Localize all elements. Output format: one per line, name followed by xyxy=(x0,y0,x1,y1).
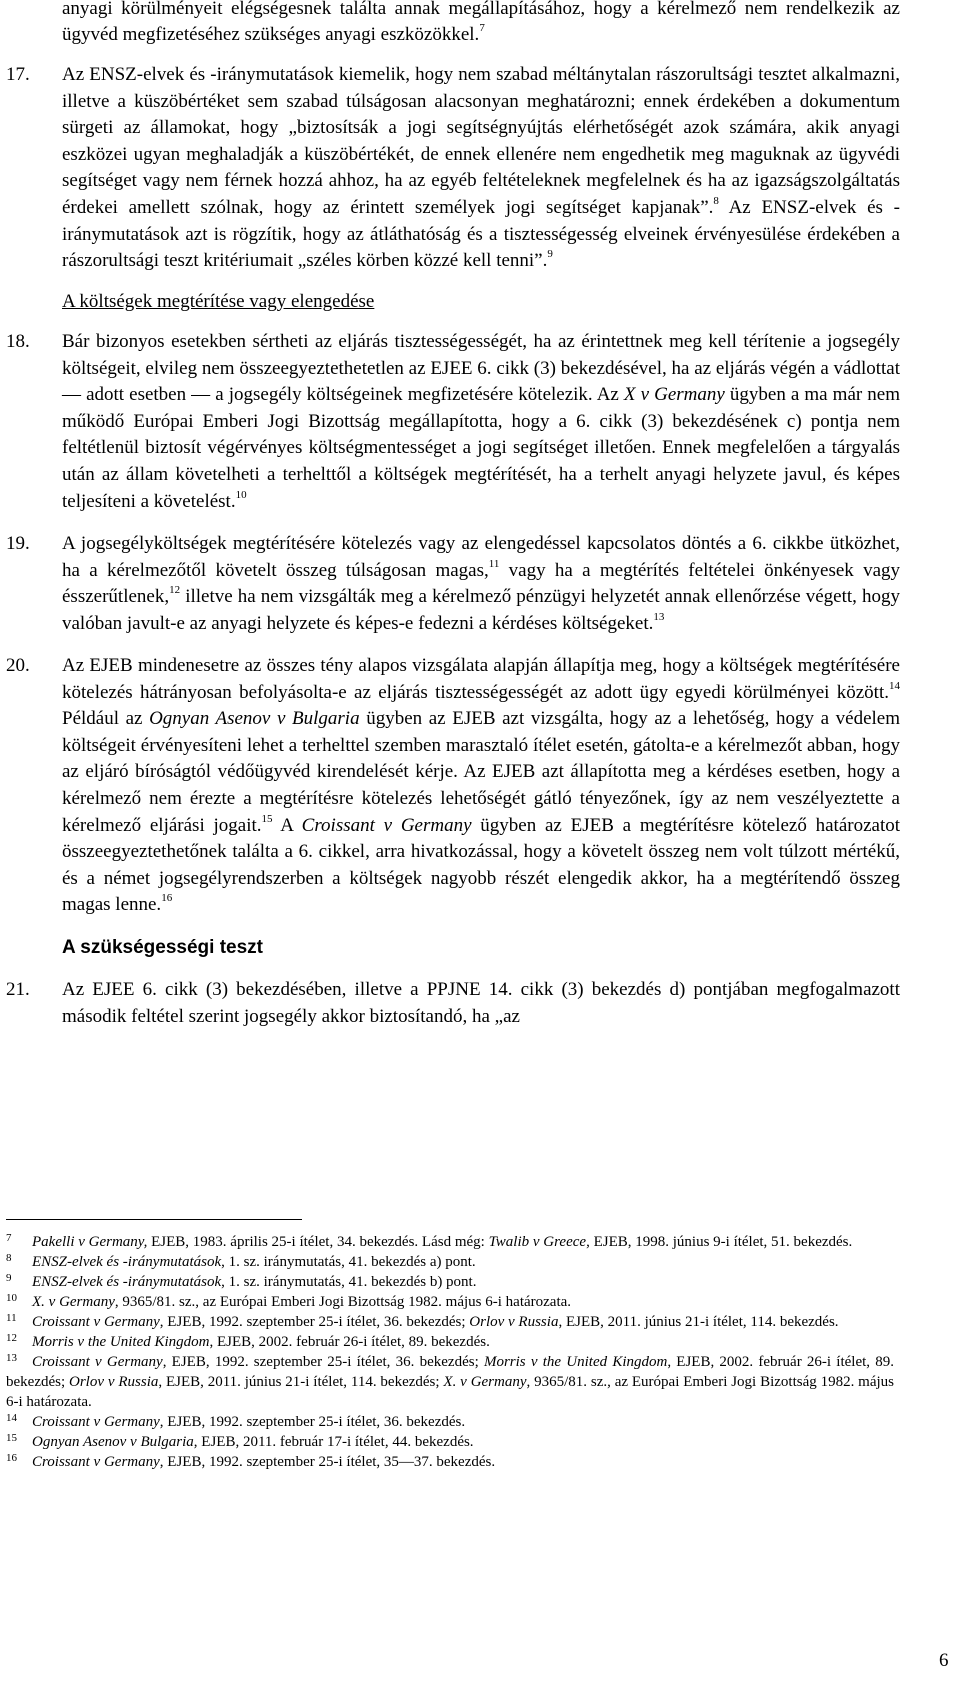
paragraph-20 xyxy=(0,653,900,919)
footnote-ref: 11 xyxy=(488,557,500,570)
footnote-text: , EJEB, 1998. június 9-i ítélet, 51. bekezdés. xyxy=(586,1234,853,1250)
footnote-14: 14 Croissant v Germany, EJEB, 1992. szeptember 25-i ítélet, 36. bekezdés. xyxy=(6,1412,466,1430)
paragraph-18 xyxy=(0,329,900,515)
footnotes xyxy=(6,1232,894,1472)
footnote-ref: 9 xyxy=(547,248,553,261)
footnote-text: , EJEB, 2002. február 26-i ítélet, 89. bekezdés. xyxy=(209,1334,490,1350)
footnote-ref: 7 xyxy=(479,22,485,34)
footnote-text: , 1. sz. iránymutatás, 41. bekezdés a) pont. xyxy=(221,1254,476,1270)
footnote-ref: 15 xyxy=(261,812,273,825)
footnote-9: 9 ENSZ-elvek és -iránymutatások, 1. sz. iránymutatás, 41. bekezdés b) pont. xyxy=(6,1272,477,1290)
paragraph-text: A xyxy=(272,814,302,836)
paragraph-number: 20. xyxy=(6,655,30,676)
paragraph-number: 17. xyxy=(6,64,30,85)
case-name: Ognyan Asenov v Bulgaria xyxy=(149,708,360,730)
footnote-ref: 14 xyxy=(889,679,900,692)
case-name: Ognyan Asenov v Bulgaria xyxy=(32,1434,194,1450)
section-heading: A költségek megtérítése vagy elengedése xyxy=(62,291,375,312)
footnote-7: 7 Pakelli v Germany, EJEB, 1983. április 25-i ítélet, 34. bekezdés. Lásd még: Twalib v Greece, EJEB, 1998. június 9-i ítélet, 51. bekezdés. xyxy=(6,1232,853,1250)
case-name: Croissant v Germany xyxy=(301,814,472,836)
case-name: Orlov v Russia xyxy=(469,1314,559,1330)
case-name: Orlov v Russia xyxy=(69,1374,159,1390)
footnote-text: , EJEB, 1992. szeptember 25-i ítélet, 36. bekezdés. xyxy=(159,1414,466,1430)
case-name: ENSZ-elvek és -iránymutatások xyxy=(32,1254,222,1270)
paragraph-text: anyagi körülményeit elégségesnek találta annak megállapításához, hogy a kérelmező nem rendelkezik az ügyvéd megfizetéséhez szükséges anyagi eszközökkel. xyxy=(62,0,900,45)
footnote-text: , 1. sz. iránymutatás, 41. bekezdés b) pont. xyxy=(221,1274,477,1290)
paragraph-number: 18. xyxy=(6,331,30,352)
case-name: Pakelli v Germany, xyxy=(32,1234,148,1250)
case-name: Croissant v Germany xyxy=(32,1454,160,1470)
paragraph-text: Bár bizonyos esetekben sértheti az eljárás tisztességességét, ha az érintettnek meg kell térítenie a jogsegély költségeit, elvileg nem összeegyeztethetetlen az EJEE 6. cikk (3) bekezdésével, ha az eljárás végén a vádlottat — adott esetben — a jogsegély költségeinek megfizetésére kötelezik. Az xyxy=(62,331,900,406)
paragraph-text: ügyben a ma már nem működő Európai Emberi Jogi Bizottság megállapította, hogy a 6. cikk (3) bekezdésének c) pontja nem feltétlenül biztosít végérvényes költségmentességet a jogi segítséget illetően. Ennek megfelelően a tárgyalás után az állam követelheti a terhelttől a költségek megtérítését, ha a terhelt anyagi helyzete javul, és képes teljesíteni a követelést. xyxy=(62,384,900,512)
footnote-text: EJEB, 1983. április 25-i ítélet, 34. bekezdés. Lásd még: xyxy=(147,1234,489,1250)
footnote-ref: 10 xyxy=(235,488,247,501)
paragraph-text: Az ENSZ-elvek és -iránymutatások kiemelik, hogy nem szabad méltánytalan rászorultsági tesztet alkalmazni, illetve a küszöbértéket sem szabad túlságosan alacsonyan meghatározni; ennek érdekében a dokumentum sürgeti az államokat, hogy „biztosítsák a jogi segítségnyújtás elérhetőségét azok számára, akik anyagi eszközei ugyan meghaladják a küszöbértékét, de ennek ellenére nem engedhetik meg maguknak az ügyvédi segítséget vagy nem férnek hozzá ahhoz, ha az egyéb feltételeknek megfelelnek és ha az igazságszolgáltatás érdekei amellett szólnak, hogy az érintett személyek jogi segítséget kapjanak”. xyxy=(62,64,900,218)
case-name: ENSZ-elvek és -iránymutatások xyxy=(32,1274,222,1290)
footnote-ref: 13 xyxy=(653,610,665,623)
paragraph-number: 21. xyxy=(6,979,30,1000)
paragraph-21 xyxy=(0,977,900,1030)
case-name: X. v Germany xyxy=(443,1374,527,1390)
case-name: Twalib v Greece xyxy=(488,1234,587,1250)
continued-paragraph xyxy=(62,0,900,48)
case-name: Croissant v Germany xyxy=(32,1354,163,1370)
case-name: Croissant v Germany xyxy=(32,1314,160,1330)
paragraph-text: ügyben az EJEB a megtérítésre kötelező határozatot összeegyeztethetőnek találta a 6. cikkel, arra hivatkozással, hogy a követelt összeg nem volt túlzott mértékű, és a német jogsegélyrendszerben a költségek nagyobb részét elengedik akkor, ha a megtérítendő összeg magas lenne. xyxy=(62,814,901,916)
footnote-text: , EJEB, 1992. szeptember 25-i ítélet, 36. bekezdés; xyxy=(159,1314,470,1330)
footnote-text: , 9365/81. sz., az Európai Emberi Jogi Bizottság 1982. május 6-i határozata. xyxy=(114,1294,572,1310)
footnote-12: 12 Morris v the United Kingdom, EJEB, 2002. február 26-i ítélet, 89. bekezdés. xyxy=(6,1332,490,1350)
footnote-text: , EJEB, 2011. február 17-i ítélet, 44. bekezdés. xyxy=(193,1434,474,1450)
footnote-11: 11 Croissant v Germany, EJEB, 1992. szeptember 25-i ítélet, 36. bekezdés; Orlov v Russia, EJEB, 2011. június 21-i ítélet, 114. bekezdés. xyxy=(6,1312,839,1330)
paragraph-19 xyxy=(0,531,900,637)
footnote-13: 13 Croissant v Germany, EJEB, 1992. szeptember 25-i ítélet, 36. bekezdés; Morris v the United Kingdom, EJEB, 2002. február 26-i ítélet, 89. bekezdés; Orlov v Russia, EJEB, 2011. június 21-i ítélet, 114. bekezdés; X. v Germany, 9365/81. sz., az Európai Emberi Jogi Bizottság 1982. május 6-i határozata. xyxy=(6,1352,895,1410)
paragraph-text: A jogsegélyköltségek megtérítésére kötelezés vagy az elengedéssel kapcsolatos döntés a 6. cikkbe ütközhet, ha a kérelmezőtől követelt összeg túlságosan magas, xyxy=(62,533,900,581)
paragraph-text: Az EJEE 6. cikk (3) bekezdésében, illetve a PPJNE 14. cikk (3) bekezdés d) pontjában megfogalmazott második feltétel szerint jogsegély akkor biztosítandó, ha „az xyxy=(62,979,900,1027)
footnote-10: 10 X. v Germany, 9365/81. sz., az Európai Emberi Jogi Bizottság 1982. május 6-i határozata. xyxy=(6,1292,572,1310)
paragraph-text: Az ENSZ-elvek és -iránymutatások azt is rögzítik, hogy az átláthatóság és a tisztességesség elveinek érvényesülése érdekében a rászorultsági teszt kritériumait „széles körben közzé kell tenni”. xyxy=(62,196,900,272)
paragraph-text: illetve ha nem vizsgálták meg a kérelmező pénzügyi helyzetét annak ellenőrzése végett, hogy valóban javult-e az anyagi helyzete és képes-e fedezni a kérdéses költségeket. xyxy=(62,586,900,634)
paragraph-text: vagy ha a megtérítés feltételei önkényesek vagy ésszerűtlenek, xyxy=(62,559,901,608)
case-name: Morris v the United Kingdom xyxy=(483,1354,668,1370)
footnote-ref: 16 xyxy=(161,892,173,905)
footnote-separator xyxy=(6,1219,302,1220)
paragraph-number: 19. xyxy=(6,533,30,554)
page-number: 6 xyxy=(939,1650,949,1671)
footnote-15: 15 Ognyan Asenov v Bulgaria, EJEB, 2011. február 17-i ítélet, 44. bekezdés. xyxy=(6,1432,474,1450)
footnote-text: , 9365/81. sz., az Európai Emberi Jogi Bizottság 1982. május 6-i határozata. xyxy=(6,1374,895,1410)
footnote-ref: 8 xyxy=(713,194,719,207)
section-heading: A szükségességi teszt xyxy=(62,937,263,958)
case-name: Croissant v Germany xyxy=(32,1414,160,1430)
paragraph-text: ügyben az EJEB azt vizsgálta, hogy az a lehetőség, hogy a védelem költségeit érvényesíteni lehet a terhelttel szemben marasztaló ítélet esetén, gátolta-e a kérelmezőt abban, hogy az eljáró bíróságtól védőügyvéd kirendelését kérje. Az EJEB azt állapította meg a kérdéses esetben, hogy a kérelmező nem érezte a megtérítésre kötelezés lehetőségét gátló tényezőnek, így az nem veszélyeztette a kérelmező eljárási jogait. xyxy=(62,708,900,836)
paragraph-17 xyxy=(0,62,900,275)
case-name: X. v Germany xyxy=(32,1294,115,1310)
case-name: X v Germany xyxy=(623,384,725,406)
footnote-ref: 12 xyxy=(169,584,181,597)
footnote-text: , EJEB, 2011. június 21-i ítélet, 114. bekezdés. xyxy=(558,1314,839,1330)
footnote-8: 8 ENSZ-elvek és -iránymutatások, 1. sz. iránymutatás, 41. bekezdés a) pont. xyxy=(6,1252,476,1270)
paragraph-text: Például az xyxy=(62,708,150,730)
footnote-16: 16 Croissant v Germany, EJEB, 1992. szeptember 25-i ítélet, 35—37. bekezdés. xyxy=(6,1452,496,1470)
footnote-text: , EJEB, 2002. február 26-i ítélet, 89. bekezdés; xyxy=(6,1354,894,1390)
paragraph-text: Az EJEB mindenesetre az összes tény alapos vizsgálata alapján állapítja meg, hogy a költségek megtérítésére kötelezés hátrányosan befolyásolta-e az eljárás tisztességességét az adott ügy egyedi körülményei között. xyxy=(62,655,900,703)
footnote-text: , EJEB, 2011. június 21-i ítélet, 114. bekezdés; xyxy=(158,1374,444,1390)
case-name: Morris v the United Kingdom xyxy=(32,1334,210,1350)
footnote-text: , EJEB, 1992. szeptember 25-i ítélet, 35—37. bekezdés. xyxy=(159,1454,496,1470)
footnote-text: , EJEB, 1992. szeptember 25-i ítélet, 36. bekezdés; xyxy=(162,1354,484,1370)
